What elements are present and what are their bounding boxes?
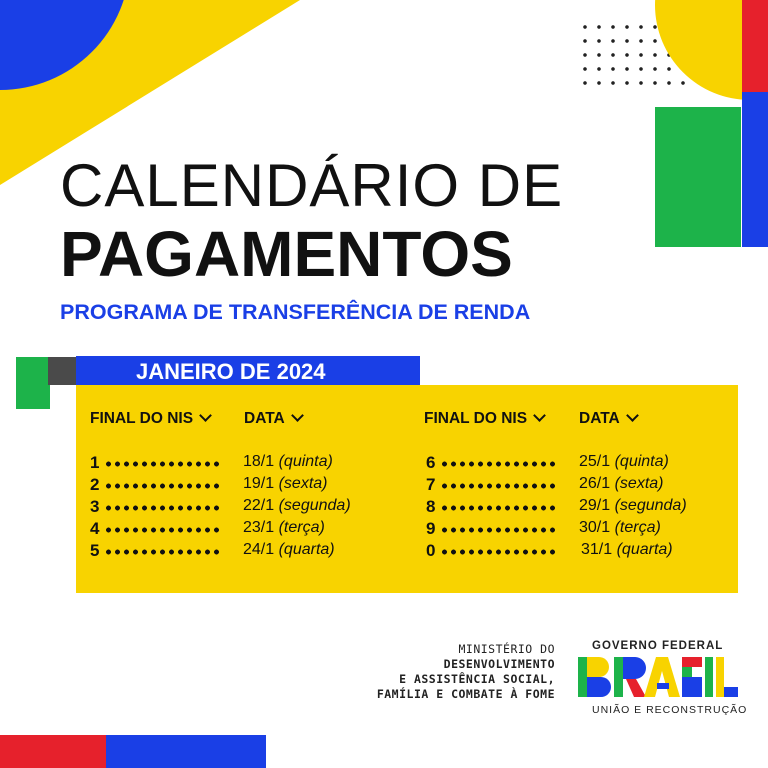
title-line-2: PAGAMENTOS: [60, 218, 513, 290]
nis-digit: 6: [426, 453, 436, 472]
chevron-down-icon: [626, 409, 639, 422]
payment-date: 18/1 (quinta): [243, 453, 333, 470]
payment-date: 30/1 (terça): [579, 519, 661, 536]
decor-red-bar: [742, 0, 768, 92]
subtitle: PROGRAMA DE TRANSFERÊNCIA DE RENDA: [60, 300, 531, 324]
table-row: [90, 542, 390, 564]
table-row: [426, 454, 726, 476]
payment-date: 29/1 (segunda): [579, 497, 687, 514]
decor-red-block: [0, 735, 106, 768]
header-label: FINAL DO NIS: [424, 410, 528, 427]
dot-leader: [440, 483, 558, 489]
nis-digit: 0: [426, 541, 436, 560]
gov-federal-label: GOVERNO FEDERAL: [592, 640, 724, 652]
table-row: [426, 498, 726, 520]
ministry-line: DESENVOLVIMENTO: [443, 657, 555, 671]
decor-gray-square: [48, 357, 76, 385]
dot-leader: [440, 505, 558, 511]
table-row: [90, 476, 390, 498]
dot-leader: [104, 549, 222, 555]
table-row: [90, 454, 390, 476]
dot-leader: [440, 527, 558, 533]
dot-leader: [440, 461, 558, 467]
nis-digit: 4: [90, 519, 100, 538]
gov-slogan: UNIÃO E RECONSTRUÇÃO: [592, 704, 748, 716]
table-row: [90, 520, 390, 542]
header-final-nis-left[interactable]: [90, 411, 210, 427]
decor-green-square: [16, 357, 50, 409]
month-label: JANEIRO DE 2024: [136, 359, 326, 384]
payment-date: 23/1 (terça): [243, 519, 325, 536]
header-data-right[interactable]: [579, 411, 637, 427]
header-label: FINAL DO NIS: [90, 410, 194, 427]
header-label: DATA: [579, 410, 620, 427]
dot-leader: [440, 549, 558, 555]
header-data-left[interactable]: [244, 411, 302, 427]
dot-leader: [104, 461, 222, 467]
nis-digit: 7: [426, 475, 436, 494]
ministry-line: E ASSISTÊNCIA SOCIAL,: [399, 672, 555, 686]
table-row: [90, 498, 390, 520]
title-line-1: CALENDÁRIO DE: [60, 152, 564, 219]
ministry-name: [330, 642, 555, 702]
schedule-panel: [76, 385, 738, 593]
decor-green-block: [655, 107, 741, 247]
header-final-nis-right[interactable]: [424, 411, 544, 427]
nis-digit: 3: [90, 497, 100, 516]
dot-leader: [104, 527, 222, 533]
ministry-line: FAMÍLIA E COMBATE À FOME: [376, 687, 555, 701]
table-row: [426, 520, 726, 542]
chevron-down-icon: [291, 409, 304, 422]
nis-digit: 1: [90, 453, 100, 472]
ministry-line: MINISTÉRIO DO: [458, 642, 555, 656]
payment-date: 26/1 (sexta): [579, 475, 664, 492]
table-row: [426, 542, 726, 564]
table-row: [426, 476, 726, 498]
nis-digit: 8: [426, 497, 436, 516]
decor-blue-bar: [742, 92, 768, 247]
payment-date: 31/1 (quarta): [581, 541, 673, 558]
payment-date: 25/1 (quinta): [579, 453, 669, 470]
chevron-down-icon: [199, 409, 212, 422]
brasil-logo: [578, 657, 738, 697]
nis-digit: 9: [426, 519, 436, 538]
nis-digit: 5: [90, 541, 100, 560]
payment-date: 19/1 (sexta): [243, 475, 328, 492]
nis-digit: 2: [90, 475, 100, 494]
decor-blue-block: [106, 735, 266, 768]
header-label: DATA: [244, 410, 285, 427]
payment-date: 24/1 (quarta): [243, 541, 335, 558]
dot-leader: [104, 483, 222, 489]
payment-date: 22/1 (segunda): [243, 497, 351, 514]
dot-leader: [104, 505, 222, 511]
chevron-down-icon: [533, 409, 546, 422]
